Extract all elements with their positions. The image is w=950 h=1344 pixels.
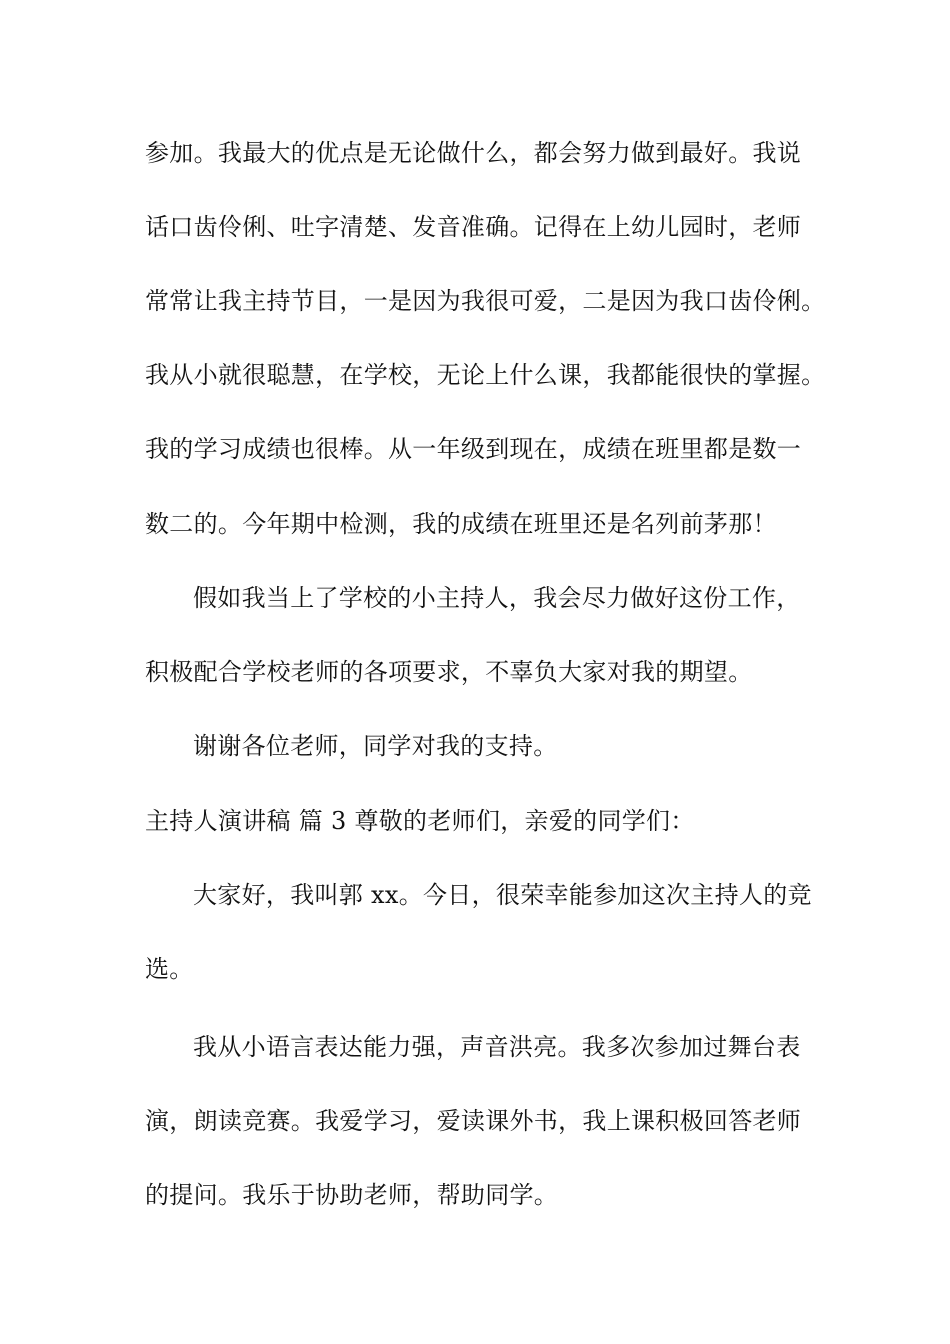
text-line-11: 大家好，我叫郭 xx。今日，很荣幸能参加这次主持人的竞 [193,881,812,909]
text-line-6: 数二的。今年期中检测，我的成绩在班里还是名列前茅那！ [145,510,777,538]
text-line-5: 我的学习成绩也很棒。从一年级到现在，成绩在班里都是数一 [145,435,802,463]
text-line-3: 常常让我主持节目，一是因为我很可爱，二是因为我口齿伶俐。 [145,287,826,315]
text-line-14: 演，朗读竞赛。我爱学习，爱读课外书，我上课积极回答老师 [145,1107,802,1135]
text-line-2: 话口齿伶俐、吐字清楚、发音准确。记得在上幼儿园时，老师 [145,213,802,241]
text-line-4: 我从小就很聪慧，在学校，无论上什么课，我都能很快的掌握。 [145,361,826,389]
text-line-9: 谢谢各位老师，同学对我的支持。 [193,732,558,760]
text-line-15: 的提问。我乐于协助老师，帮助同学。 [145,1181,559,1209]
text-line-7: 假如我当上了学校的小主持人，我会尽力做好这份工作， [193,584,801,612]
section-heading: 主持人演讲稿 篇 3 尊敬的老师们，亲爱的同学们： [145,807,695,835]
text-line-8: 积极配合学校老师的各项要求，不辜负大家对我的期望。 [145,658,753,686]
text-line-12: 选。 [145,955,194,983]
text-line-1: 参加。我最大的优点是无论做什么，都会努力做到最好。我说 [145,139,802,167]
text-line-13: 我从小语言表达能力强，声音洪亮。我多次参加过舞台表 [193,1033,801,1061]
